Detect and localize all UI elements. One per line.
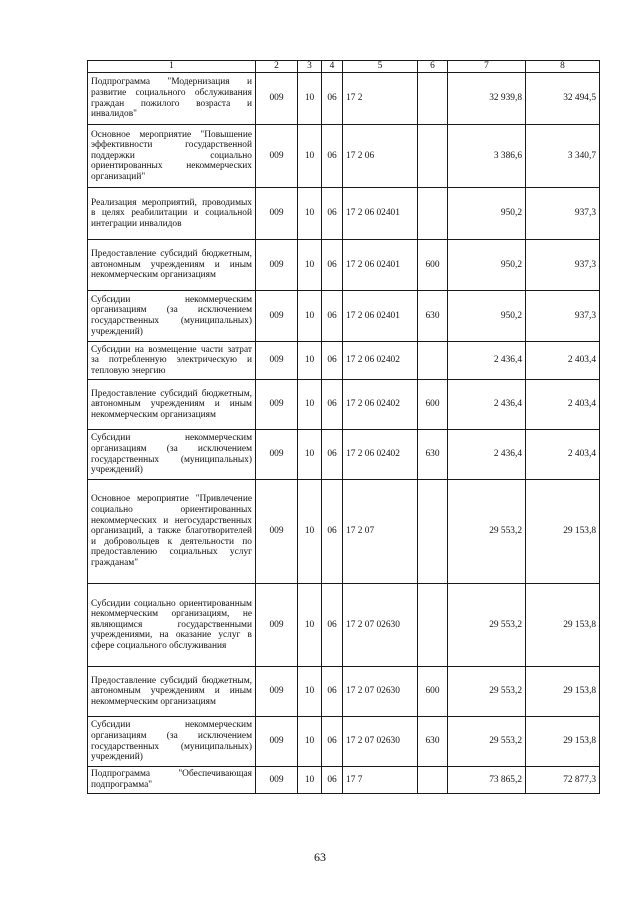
target-item-code: 17 2 06 02401 [343, 188, 418, 240]
column-header-4: 4 [322, 61, 343, 73]
amount-col7: 2 436,4 [448, 380, 526, 430]
table-row [88, 240, 600, 291]
amount-col8: 937,3 [526, 188, 600, 240]
amount-col8: 937,3 [526, 240, 600, 291]
row-name: Предоставление субсидий бюджетным, автономным учреждениям и иным некоммерческим организациям [88, 667, 256, 717]
expense-type-code: 630 [418, 717, 448, 767]
section-code: 10 [298, 717, 322, 767]
row-name: Предоставление субсидий бюджетным, автономным учреждениям и иным некоммерческим организациям [88, 240, 256, 291]
amount-col7: 29 553,2 [448, 717, 526, 767]
amount-col8: 29 153,8 [526, 480, 600, 584]
subsection-code: 06 [322, 342, 343, 380]
subsection-code: 06 [322, 240, 343, 291]
row-name: Реализация мероприятий, проводимых в целях реабилитации и социальной интеграции инвалидов [88, 188, 256, 240]
target-item-code: 17 2 07 02630 [343, 717, 418, 767]
amount-col8: 937,3 [526, 291, 600, 342]
table-row [88, 125, 600, 188]
expense-type-code [418, 125, 448, 188]
ministry-code: 009 [256, 291, 298, 342]
table-row [88, 480, 600, 584]
section-code: 10 [298, 342, 322, 380]
section-code: 10 [298, 480, 322, 584]
subsection-code: 06 [322, 667, 343, 717]
column-header-8: 8 [526, 61, 600, 73]
subsection-code: 06 [322, 291, 343, 342]
expense-type-code [418, 767, 448, 794]
target-item-code: 17 2 06 02402 [343, 430, 418, 480]
expense-type-code: 630 [418, 291, 448, 342]
ministry-code: 009 [256, 584, 298, 667]
column-header-7: 7 [448, 61, 526, 73]
amount-col8: 3 340,7 [526, 125, 600, 188]
target-item-code: 17 2 06 02401 [343, 291, 418, 342]
section-code: 10 [298, 291, 322, 342]
table-row [88, 767, 600, 794]
table-row [88, 73, 600, 125]
subsection-code: 06 [322, 73, 343, 125]
ministry-code: 009 [256, 73, 298, 125]
amount-col7: 950,2 [448, 240, 526, 291]
target-item-code: 17 7 [343, 767, 418, 794]
target-item-code: 17 2 06 02401 [343, 240, 418, 291]
amount-col8: 29 153,8 [526, 667, 600, 717]
column-header-3: 3 [298, 61, 322, 73]
subsection-code: 06 [322, 584, 343, 667]
target-item-code: 17 2 [343, 73, 418, 125]
subsection-code: 06 [322, 767, 343, 794]
row-name: Субсидии на возмещение части затрат за потребленную электрическую и тепловую энергию [88, 342, 256, 380]
row-name: Предоставление субсидий бюджетным, автономным учреждениям и иным некоммерческим организациям [88, 380, 256, 430]
section-code: 10 [298, 767, 322, 794]
table-row [88, 584, 600, 667]
amount-col8: 29 153,8 [526, 717, 600, 767]
row-name: Подпрограмма "Обеспечивающая подпрограмма" [88, 767, 256, 794]
subsection-code: 06 [322, 380, 343, 430]
amount-col8: 2 403,4 [526, 342, 600, 380]
section-code: 10 [298, 240, 322, 291]
amount-col8: 72 877,3 [526, 767, 600, 794]
table-row [88, 430, 600, 480]
target-item-code: 17 2 06 [343, 125, 418, 188]
expense-type-code [418, 342, 448, 380]
amount-col8: 2 403,4 [526, 430, 600, 480]
expense-type-code [418, 480, 448, 584]
expense-type-code [418, 73, 448, 125]
ministry-code: 009 [256, 125, 298, 188]
page-number: 63 [314, 850, 326, 864]
amount-col7: 2 436,4 [448, 430, 526, 480]
row-name: Субсидии социально ориентированным некоммерческим организациям, не являющимся государственными учреждениями, на оказание услуг в сфере социального обслуживания [88, 584, 256, 667]
subsection-code: 06 [322, 430, 343, 480]
ministry-code: 009 [256, 380, 298, 430]
amount-col7: 73 865,2 [448, 767, 526, 794]
ministry-code: 009 [256, 240, 298, 291]
ministry-code: 009 [256, 717, 298, 767]
target-item-code: 17 2 07 02630 [343, 584, 418, 667]
table-row [88, 291, 600, 342]
amount-col7: 950,2 [448, 188, 526, 240]
ministry-code: 009 [256, 430, 298, 480]
column-header-5: 5 [343, 61, 418, 73]
row-name: Субсидии некоммерческим организациям (за исключением государственных (муниципальных) учреждений) [88, 291, 256, 342]
amount-col7: 32 939,8 [448, 73, 526, 125]
amount-col7: 3 386,6 [448, 125, 526, 188]
table-row [88, 717, 600, 767]
section-code: 10 [298, 584, 322, 667]
expense-type-code [418, 188, 448, 240]
expense-type-code [418, 584, 448, 667]
target-item-code: 17 2 06 02402 [343, 342, 418, 380]
budget-table [87, 60, 600, 794]
row-name: Основное мероприятие "Привлечение социально ориентированных некоммерческих и негосударственных организаций, а также благотворителей и добровольцев к деятельности по предоставлению социальных услуг гражданам" [88, 480, 256, 584]
expense-type-code: 630 [418, 430, 448, 480]
row-name: Субсидии некоммерческим организациям (за исключением государственных (муниципальных) учреждений) [88, 430, 256, 480]
table-row [88, 380, 600, 430]
column-header-1: 1 [88, 61, 256, 73]
header-row [88, 61, 600, 73]
ministry-code: 009 [256, 342, 298, 380]
section-code: 10 [298, 188, 322, 240]
row-name: Субсидии некоммерческим организациям (за исключением государственных (муниципальных) учреждений) [88, 717, 256, 767]
section-code: 10 [298, 380, 322, 430]
ministry-code: 009 [256, 767, 298, 794]
subsection-code: 06 [322, 717, 343, 767]
section-code: 10 [298, 125, 322, 188]
amount-col8: 29 153,8 [526, 584, 600, 667]
subsection-code: 06 [322, 125, 343, 188]
table-row [88, 342, 600, 380]
amount-col7: 2 436,4 [448, 342, 526, 380]
expense-type-code: 600 [418, 380, 448, 430]
section-code: 10 [298, 73, 322, 125]
column-header-2: 2 [256, 61, 298, 73]
table-row [88, 667, 600, 717]
ministry-code: 009 [256, 667, 298, 717]
amount-col7: 950,2 [448, 291, 526, 342]
table-row [88, 188, 600, 240]
amount-col7: 29 553,2 [448, 480, 526, 584]
ministry-code: 009 [256, 188, 298, 240]
row-name: Подпрограмма "Модернизация и развитие социального обслуживания граждан пожилого возраста и инвалидов" [88, 73, 256, 125]
expense-type-code: 600 [418, 240, 448, 291]
target-item-code: 17 2 07 [343, 480, 418, 584]
column-header-6: 6 [418, 61, 448, 73]
amount-col7: 29 553,2 [448, 667, 526, 717]
subsection-code: 06 [322, 480, 343, 584]
subsection-code: 06 [322, 188, 343, 240]
amount-col8: 2 403,4 [526, 380, 600, 430]
expense-type-code: 600 [418, 667, 448, 717]
ministry-code: 009 [256, 480, 298, 584]
target-item-code: 17 2 07 02630 [343, 667, 418, 717]
target-item-code: 17 2 06 02402 [343, 380, 418, 430]
amount-col7: 29 553,2 [448, 584, 526, 667]
amount-col8: 32 494,5 [526, 73, 600, 125]
section-code: 10 [298, 430, 322, 480]
row-name: Основное мероприятие "Повышение эффективности государственной поддержки социально ориентированных некоммерческих организаций" [88, 125, 256, 188]
section-code: 10 [298, 667, 322, 717]
